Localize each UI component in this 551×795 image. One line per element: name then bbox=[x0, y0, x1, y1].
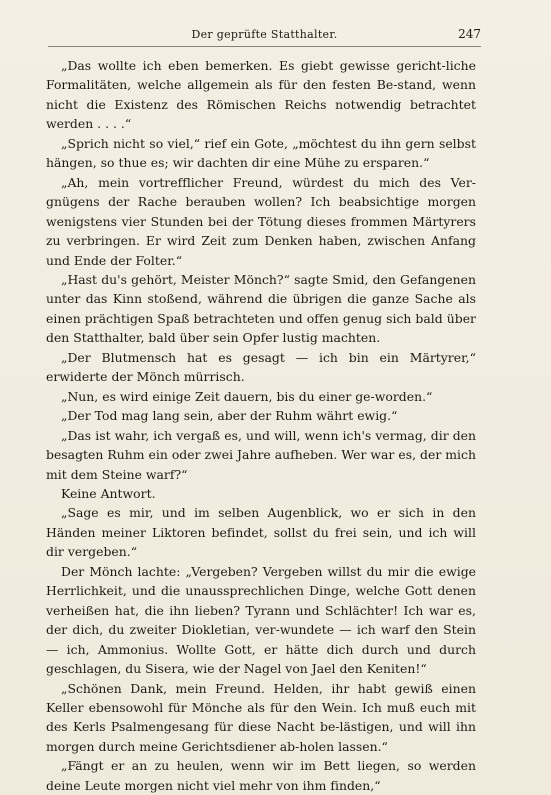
main-text bbox=[46, 56, 476, 795]
paragraph-10: „Sage es mir, und im selben Augenblick, wo er sich in den Händen meiner Liktoren befindet, sollst du frei sein, und ich will dir vergeben.“ bbox=[46, 505, 476, 560]
paragraph-5: „Der Blutmensch hat es gesagt — ich bin ein Märtyrer,“ erwiderte der Mönch mürrisch. bbox=[46, 349, 476, 385]
running-title: Der geprüfte Statthalter. bbox=[191, 28, 338, 41]
paragraph-11: Der Mönch lachte: „Vergeben? Vergeben willst du mir die ewige Herrlichkeit, und die unaussprechlichen Dinge, welche Gott denen verheißen hat, die ihn lieben? Tyrann und Schlächter! Ich war es, der dich, du zweiter Diokletian, ver-wundete — ich warf den Stein — ich, Ammonius. Wollte Gott, er hätte dich durch und durch geschlagen, du Sisera, wie der Nagel von Jael den Keniten!“ bbox=[46, 563, 476, 677]
paragraph-3: „Ah, mein vortrefflicher Freund, würdest du mich des Ver-gnügens der Rache berauben wollen? Ich beabsichtige morgen wenigstens vier Stunden bei der Tötung dieses frommen Märtyrers zu verbringen. Er wird Zeit zum Denken haben, zwischen Anfang und Ende der Folter.“ bbox=[46, 174, 476, 268]
paragraph-7: „Der Tod mag lang sein, aber der Ruhm währt ewig.“ bbox=[61, 408, 398, 424]
paragraph-2: „Sprich nicht so viel,“ rief ein Gote, „möchtest du ihn gern selbst hängen, so thue es; wir dachten dir eine Mühe zu ersparen.“ bbox=[46, 135, 476, 171]
paragraph-8: „Das ist wahr, ich vergaß es, und will, wenn ich's vermag, dir den besagten Ruhm ein oder zwei Jahre aufheben. Wer war es, der mich mit dem Steine warf?“ bbox=[46, 427, 476, 482]
paragraph-9: Keine Antwort. bbox=[61, 485, 156, 501]
paragraph-12: „Schönen Dank, mein Freund. Helden, ihr habt gewiß einen Keller ebensowohl für Mönche als für den Wein. Ich muß euch mit des Kerls Psalmengesang für diese Nacht be-lästigen, und will ihn morgen durch meine Gerichtsdiener ab-holen lassen.“ bbox=[46, 680, 476, 754]
paragraph-1: „Das wollte ich eben bemerken. Es giebt gewisse gericht-liche Formalitäten, welche allgemein als für den festen Be-stand, wenn nicht die Existenz des Römischen Reichs notwendig betrachtet werden . . . .“ bbox=[46, 58, 476, 132]
page-number: 247 bbox=[458, 27, 481, 41]
paragraph-4: „Hast du's gehört, Meister Mönch?“ sagte Smid, den Gefangenen unter das Kinn stoßend, während die übrigen die ganze Sache als einen prächtigen Spaß betrachteten und offen genug sich bald über den Statthalter, bald über sein Opfer lustig machten. bbox=[46, 271, 476, 346]
paragraph-6: „Nun, es wird einige Zeit dauern, bis du einer ge-worden.“ bbox=[61, 388, 433, 404]
running-head bbox=[48, 28, 481, 47]
paragraph-13: „Fängt er an zu heulen, wenn wir im Bett liegen, so werden deine Leute morgen nicht viel mehr von ihm finden,“ bbox=[46, 758, 476, 793]
